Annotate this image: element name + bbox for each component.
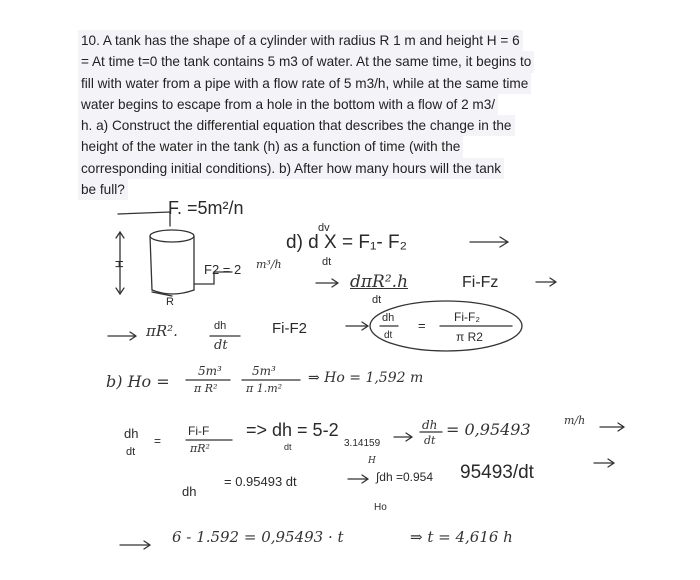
rate-lhs-equals: = xyxy=(154,434,162,448)
lhs-dt: dt xyxy=(214,338,228,353)
fraction-numerator: Fi-F xyxy=(188,424,210,438)
radius-label: R xyxy=(166,296,174,308)
rate-units: m/h xyxy=(564,414,586,427)
circle-equals: = xyxy=(418,318,426,333)
fi-fz-label: Fi-Fz xyxy=(462,274,499,291)
circle-numerator: Fi-F₂ xyxy=(454,310,480,324)
fi-f2-label: Fi-F2 xyxy=(272,320,307,337)
lhs-dh: dh xyxy=(214,320,227,332)
outflow-label: F2 = 2 xyxy=(204,262,242,277)
ho-numerator-2: 5m³ xyxy=(252,364,276,378)
equation-d-sup: dv xyxy=(318,222,330,234)
rate-lhs-dt: dt xyxy=(126,446,136,458)
ho-result: ⇒ Ho = 1,592 m xyxy=(308,370,424,386)
equation-d-sub: dt xyxy=(322,256,332,268)
inlet-pipe xyxy=(118,212,170,226)
volume-derivative-dt: dt xyxy=(372,294,382,306)
ho-denominator: π R² xyxy=(194,382,218,395)
fraction-denominator: πR² xyxy=(190,442,210,455)
problem-line: corresponding initial conditions). b) After how many hours will the tank xyxy=(78,158,504,179)
rate-lhs-dh: dh xyxy=(124,426,139,441)
rate-dt: dt xyxy=(424,434,436,447)
equation-d: d) d X = F₁- F₂ xyxy=(286,232,407,253)
circle-denominator: π R2 xyxy=(456,330,483,344)
integral-expression-big: 95493/dt xyxy=(460,462,534,483)
integral-upper-limit: H xyxy=(368,456,376,466)
circle-dt: dt xyxy=(384,330,393,341)
problem-line: height of the water in the tank (h) as a function of time (with the xyxy=(78,136,463,157)
dh-equation-final: = 0.95493 dt xyxy=(224,474,297,489)
pi-value: 3.14159 xyxy=(344,438,381,449)
integral-expression: ∫dh =0.954 xyxy=(376,470,434,484)
outflow-units: m³/h xyxy=(256,258,282,271)
integral-lower-limit: Ho xyxy=(374,502,387,513)
tank-left-wall xyxy=(150,236,152,290)
problem-line: = At time t=0 the tank contains 5 m3 of water. At the same time, it begins to xyxy=(78,51,534,72)
problem-line: fill with water from a pipe with a flow rate of 5 m3/h, while at the same time xyxy=(78,73,531,94)
inflow-label: F. =5m²/n xyxy=(168,198,244,218)
ho-numerator: 5m³ xyxy=(198,364,222,378)
height-label: H xyxy=(113,260,126,268)
problem-line: water begins to escape from a hole in the bottom with a flow of 2 m3/ xyxy=(78,94,498,115)
problem-line: be full? xyxy=(78,179,128,200)
rate-value: = 0,95493 xyxy=(446,420,531,439)
volume-derivative: dπR².h xyxy=(350,272,409,292)
problem-line: h. a) Construct the differential equation that describes the change in the xyxy=(78,115,515,136)
ho-denominator-2: π 1.m² xyxy=(246,382,283,395)
part-b-label: b) Ho = xyxy=(106,372,170,391)
final-equation: 6 - 1.592 = 0,95493 · t xyxy=(172,528,344,546)
pi-r2-lhs: πR². xyxy=(146,322,178,340)
problem-line: 10. A tank has the shape of a cylinder with radius R 1 m and height H = 6 xyxy=(78,30,523,51)
circle-dh: dh xyxy=(382,312,395,324)
dh-equation-dt: dt xyxy=(284,442,292,452)
dh-equation: => dh = 5-2 xyxy=(246,420,339,440)
tank-top xyxy=(150,230,194,242)
dh-label: dh xyxy=(182,484,197,499)
rate-dh: dh xyxy=(422,418,438,432)
final-result: ⇒ t = 4,616 h xyxy=(410,528,513,546)
